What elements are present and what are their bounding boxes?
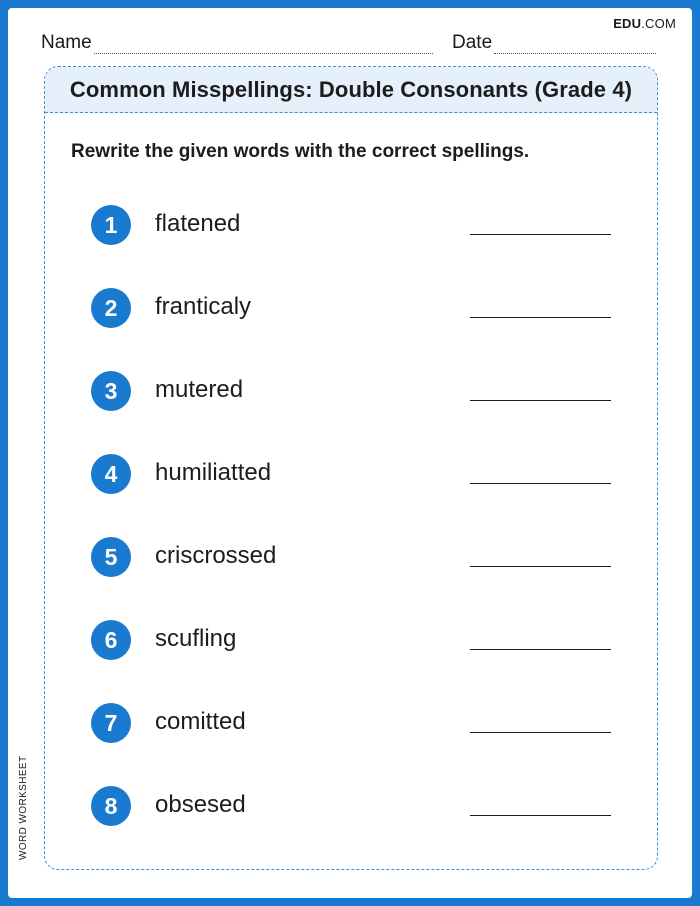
question-item xyxy=(45,537,657,577)
answer-line[interactable] xyxy=(470,483,611,484)
question-word: obsesed xyxy=(155,791,246,818)
answer-line[interactable] xyxy=(470,732,611,733)
worksheet-page xyxy=(8,8,692,898)
brand-rest: .COM xyxy=(641,16,676,31)
question-item xyxy=(45,288,657,328)
question-word: criscrossed xyxy=(155,542,277,569)
date-field xyxy=(452,32,656,54)
answer-line[interactable] xyxy=(470,234,611,235)
brand-bold: EDU xyxy=(613,16,642,31)
question-item xyxy=(45,205,657,245)
question-number-badge: 4 xyxy=(91,454,131,494)
question-number-badge: 8 xyxy=(91,786,131,826)
question-number-badge: 3 xyxy=(91,371,131,411)
date-line[interactable] xyxy=(494,36,656,54)
name-line[interactable] xyxy=(94,36,433,54)
answer-line[interactable] xyxy=(470,815,611,816)
title-bar xyxy=(45,67,657,113)
question-number-badge: 7 xyxy=(91,703,131,743)
question-word: scufling xyxy=(155,625,237,652)
answer-line[interactable] xyxy=(470,317,611,318)
side-label: WORD WORKSHEET xyxy=(18,755,29,860)
question-number-badge: 5 xyxy=(91,537,131,577)
question-word: franticaly xyxy=(155,293,252,320)
answer-line[interactable] xyxy=(470,649,611,650)
answer-line[interactable] xyxy=(470,400,611,401)
name-label: Name xyxy=(41,32,92,53)
date-label: Date xyxy=(452,32,493,53)
worksheet-title: Common Misspellings: Double Consonants (Grade 4) xyxy=(69,76,633,102)
question-word: comitted xyxy=(155,708,246,735)
answer-line[interactable] xyxy=(470,566,611,567)
question-word: flatened xyxy=(155,210,241,237)
question-word: mutered xyxy=(155,376,244,403)
question-item xyxy=(45,371,657,411)
name-field xyxy=(41,32,433,54)
question-number-badge: 1 xyxy=(91,205,131,245)
question-item xyxy=(45,454,657,494)
worksheet-card xyxy=(44,66,658,870)
question-number-badge: 6 xyxy=(91,620,131,660)
question-item xyxy=(45,703,657,743)
question-item xyxy=(45,786,657,826)
instruction-text: Rewrite the given words with the correct spellings. xyxy=(71,141,530,162)
question-word: humiliatted xyxy=(155,459,272,486)
question-item xyxy=(45,620,657,660)
brand-logo xyxy=(613,16,676,31)
question-number-badge: 2 xyxy=(91,288,131,328)
